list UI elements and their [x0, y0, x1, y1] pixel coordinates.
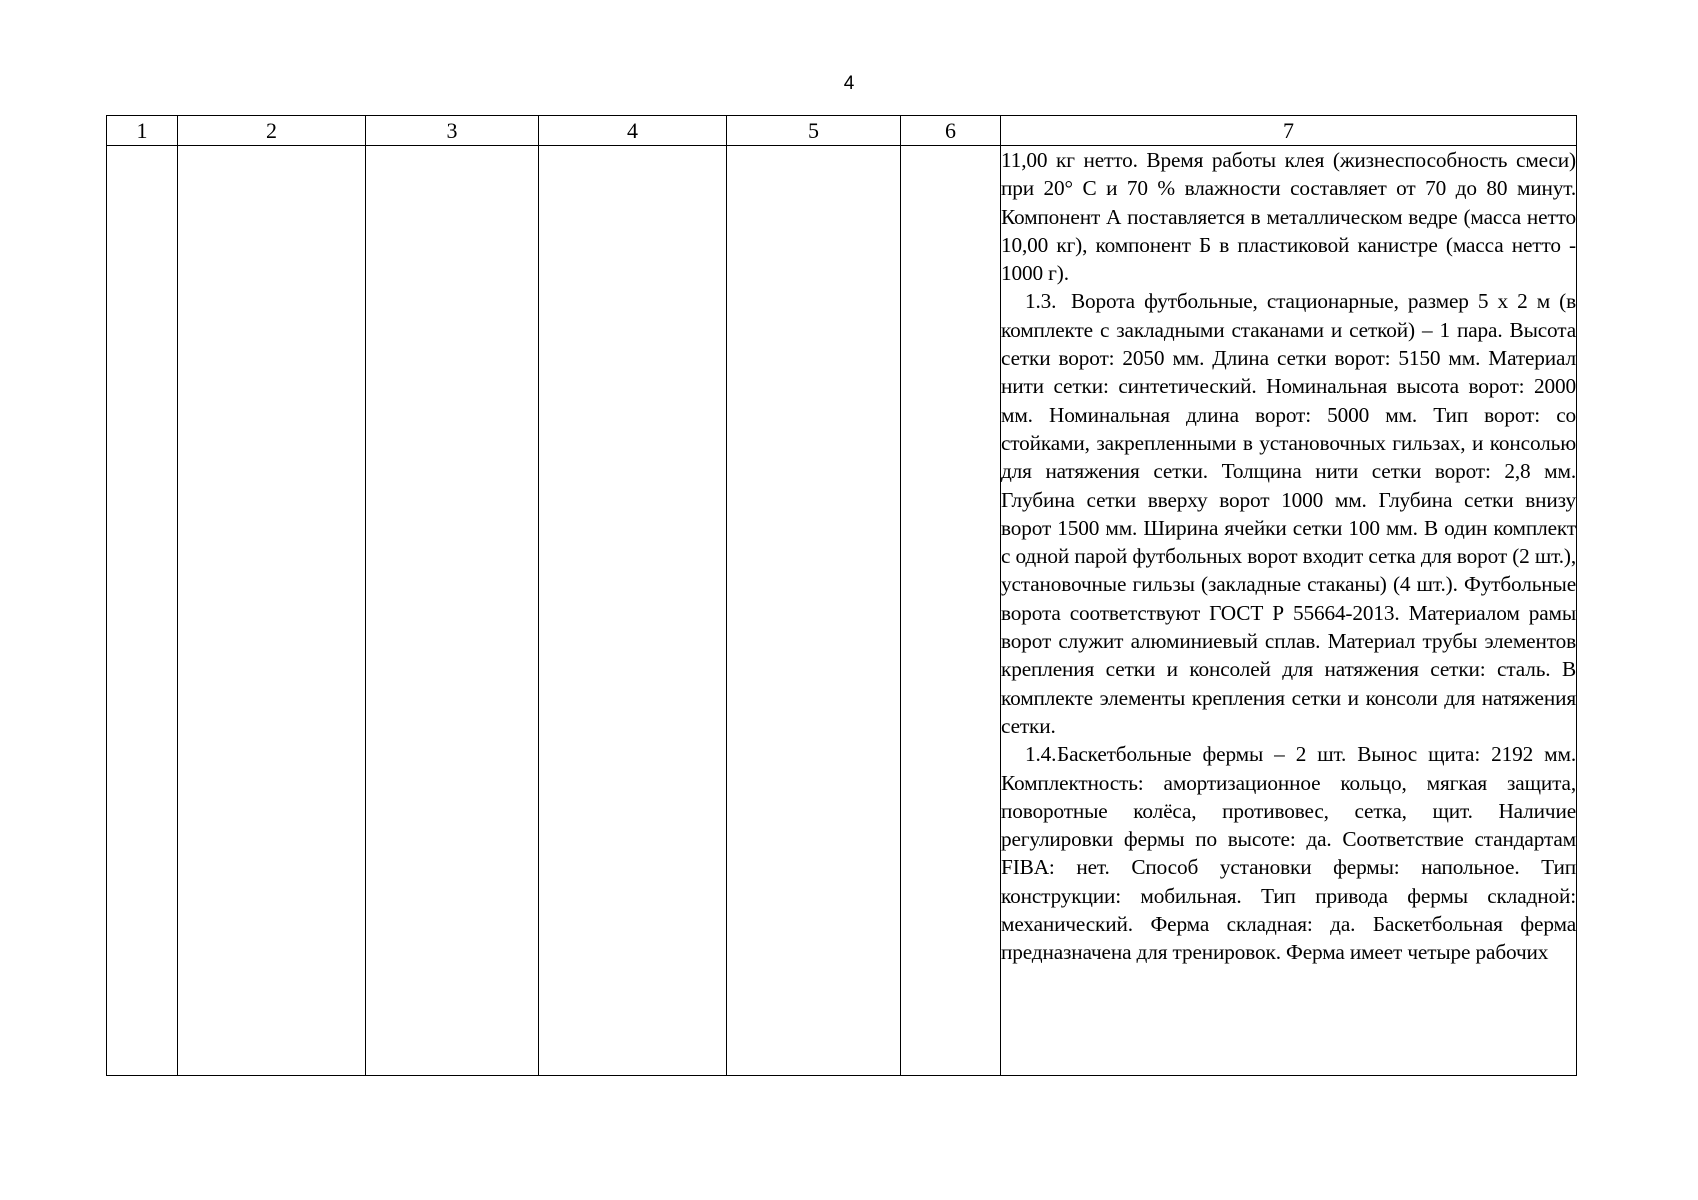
header-row — [107, 116, 1577, 146]
column-header-5: 5 — [727, 116, 901, 146]
cell-col-7-description — [1001, 146, 1577, 1076]
column-header-3: 3 — [366, 116, 539, 146]
adhesive-paragraph: 11,00 кг нетто. Время работы клея (жизнеспособность смеси) при 20° С и 70 % влажности составляет от 70 до 80 минут. Компонент А поставляется в металлическом ведре (масса нетто 10,00 кг), компонент Б в пластиковой канистре (масса нетто - 1000 г). — [1001, 148, 1576, 286]
item-1-4-text: Баскетбольные фермы – 2 шт. Вынос щита: 2192 мм. Комплектность: амортизационное кольцо, мягкая защита, поворотные колёса, противовес, сетка, щит. Наличие регулировки фермы по высоте: да. Соответствие стандартам FIBA: нет. Способ установки фермы: напольное. Тип конструкции: мобильная. Тип привода фермы складной: механический. Ферма складная: да. Баскетбольная ферма предназначена для тренировок. Ферма имеет четыре рабочих — [1001, 742, 1576, 965]
cell-col-4 — [539, 146, 727, 1076]
cell-col-3 — [366, 146, 539, 1076]
item-1-3-paragraph — [1001, 287, 1576, 740]
item-1-4-number: 1.4. — [1025, 742, 1057, 767]
cell-col-2 — [178, 146, 366, 1076]
cell-col-6 — [901, 146, 1001, 1076]
column-header-6: 6 — [901, 116, 1001, 146]
cell-col-5 — [727, 146, 901, 1076]
column-header-7: 7 — [1001, 116, 1577, 146]
column-header-2: 2 — [178, 116, 366, 146]
page-number: 4 — [843, 73, 855, 94]
cell-col-1 — [107, 146, 178, 1076]
column-header-4: 4 — [539, 116, 727, 146]
specification-table — [106, 115, 1577, 1076]
item-1-4-paragraph — [1001, 740, 1576, 966]
item-1-3-number: 1.3. — [1025, 289, 1057, 314]
column-header-1: 1 — [107, 116, 178, 146]
table-row — [107, 146, 1577, 1076]
item-1-3-text: Ворота футбольные, стационарные, размер 5 х 2 м (в комплекте с закладными стаканами и сеткой) – 1 пара. Высота сетки ворот: 2050 мм. Длина сетки ворот: 5150 мм. Материал нити сетки: синтетический. Номинальная высота ворот: 2000 мм. Номинальная длина ворот: 5000 мм. Тип ворот: со стойками, закрепленными в установочных гильзах, и консолью для натяжения сетки. Толщина нити сетки ворот: 2,8 мм. Глубина сетки вверху ворот 1000 мм. Глубина сетки внизу ворот 1500 мм. Ширина ячейки сетки 100 мм. В один комплект с одной парой футбольных ворот входит сетка для ворот (2 шт.), установочные гильзы (закладные стаканы) (4 шт.). Футбольные ворота соответствуют ГОСТ Р 55664-2013. Материалом рамы ворот служит алюминиевый сплав. Материал трубы элементов крепления сетки и консолей для натяжения сетки: сталь. В комплекте элементы крепления сетки и консоли для натяжения сетки. — [1001, 289, 1576, 738]
